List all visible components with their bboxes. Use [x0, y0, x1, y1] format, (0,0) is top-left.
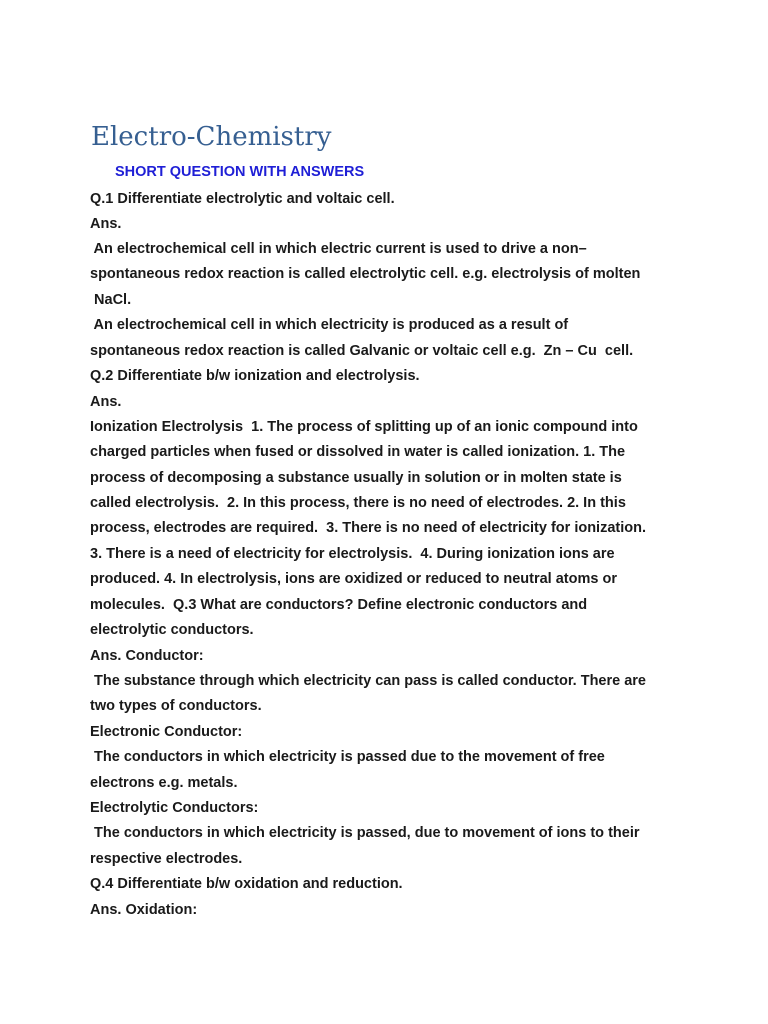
text-line: charged particles when fused or dissolved in water is called ionization. 1. The: [90, 444, 626, 460]
text-line: electrons e.g. metals.: [90, 775, 238, 791]
text-line: Q.4 Differentiate b/w oxidation and reduction.: [90, 876, 403, 892]
text-line: 3. There is a need of electricity for electrolysis. 4. During ionization ions are: [90, 546, 615, 562]
text-line: An electrochemical cell in which electric current is used to drive a non–: [90, 241, 587, 257]
text-line: Q.1 Differentiate electrolytic and voltaic cell.: [90, 191, 395, 207]
document-subtitle: SHORT QUESTION WITH ANSWERS: [115, 164, 365, 180]
text-line: Electronic Conductor:: [90, 724, 243, 740]
text-line: molecules. Q.3 What are conductors? Define electronic conductors and: [90, 597, 588, 613]
text-line: The substance through which electricity can pass is called conductor. There are: [90, 673, 646, 689]
text-line: Ans. Oxidation:: [90, 902, 198, 918]
text-line: spontaneous redox reaction is called Galvanic or voltaic cell e.g. Zn – Cu cell.: [90, 343, 634, 359]
text-line: Ans.: [90, 216, 122, 232]
text-line: NaCl.: [90, 292, 132, 308]
text-line: Ionization Electrolysis 1. The process of splitting up of an ionic compound into: [90, 419, 638, 435]
text-line: An electrochemical cell in which electricity is produced as a result of: [90, 317, 569, 333]
text-line: Ans. Conductor:: [90, 648, 204, 664]
text-line: produced. 4. In electrolysis, ions are oxidized or reduced to neutral atoms or: [90, 571, 617, 587]
text-line: Electrolytic Conductors:: [90, 800, 259, 816]
text-line: process, electrodes are required. 3. There is no need of electricity for ionization.: [90, 520, 646, 536]
text-line: The conductors in which electricity is passed, due to movement of ions to their: [90, 825, 640, 841]
text-line: electrolytic conductors.: [90, 622, 254, 638]
text-line: called electrolysis. 2. In this process, there is no need of electrodes. 2. In this: [90, 495, 626, 511]
text-line: two types of conductors.: [90, 698, 262, 714]
document-title: Electro-Chemistry: [91, 122, 332, 152]
text-line: respective electrodes.: [90, 851, 243, 867]
text-line: process of decomposing a substance usually in solution or in molten state is: [90, 470, 622, 486]
text-line: Q.2 Differentiate b/w ionization and electrolysis.: [90, 368, 420, 384]
text-line: spontaneous redox reaction is called electrolytic cell. e.g. electrolysis of molten: [90, 266, 641, 282]
text-line: Ans.: [90, 394, 122, 410]
text-line: The conductors in which electricity is passed due to the movement of free: [90, 749, 605, 765]
